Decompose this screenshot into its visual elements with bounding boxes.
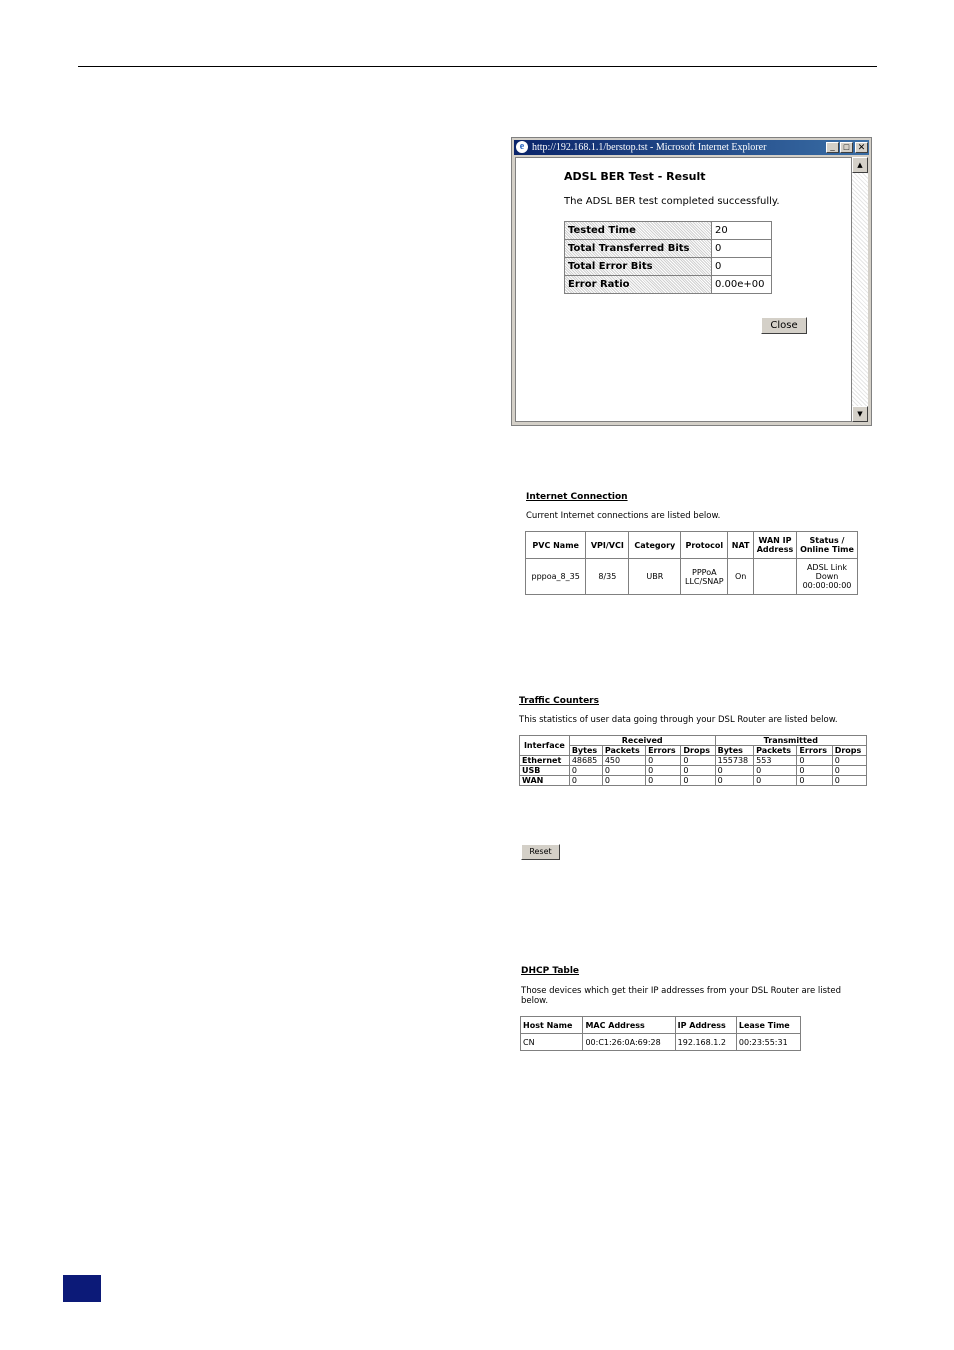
- row-header: USB: [520, 766, 569, 775]
- column-header: Packets: [754, 746, 796, 755]
- table-cell: 0: [833, 766, 866, 775]
- table-cell: 00:C1:26:0A:69:28: [583, 1034, 674, 1050]
- table-cell: 0: [646, 766, 680, 775]
- column-header: Errors: [646, 746, 680, 755]
- ber-message: The ADSL BER test completed successfully.: [564, 196, 780, 207]
- column-header: MAC Address: [583, 1017, 674, 1033]
- table-cell: [754, 559, 796, 594]
- table-cell: 8/35: [586, 559, 628, 594]
- table-cell: 0: [797, 766, 831, 775]
- column-header: NAT: [728, 532, 753, 558]
- row-value: 0.00e+00: [712, 276, 771, 293]
- row-label: Tested Time: [565, 222, 711, 239]
- table-row: [565, 276, 771, 293]
- table-row: [526, 559, 857, 594]
- scroll-up-icon[interactable]: ▲: [852, 157, 868, 173]
- vertical-scrollbar[interactable]: [852, 157, 868, 422]
- page-number-tab: [63, 1275, 101, 1302]
- column-header: Bytes: [716, 746, 754, 755]
- dhcp-description-line2: below.: [521, 996, 549, 1006]
- row-header: WAN: [520, 776, 569, 785]
- window-content: [515, 157, 852, 422]
- table-cell: 0: [570, 776, 602, 785]
- table-cell: 0: [603, 766, 645, 775]
- table-cell: 0: [797, 776, 831, 785]
- reset-button[interactable]: Reset: [521, 844, 560, 860]
- close-button[interactable]: Close: [761, 317, 807, 334]
- maximize-icon[interactable]: □: [840, 142, 853, 153]
- column-header: PVC Name: [526, 532, 585, 558]
- column-header: Packets: [603, 746, 645, 755]
- table-cell: 553: [754, 756, 796, 765]
- column-header: Protocol: [681, 532, 727, 558]
- dhcp-table-title: DHCP Table: [521, 966, 580, 976]
- scroll-down-icon[interactable]: ▼: [852, 406, 868, 422]
- internet-connection-table: [525, 531, 858, 595]
- ber-result-window: [511, 137, 872, 426]
- column-header: IP Address: [676, 1017, 736, 1033]
- table-cell: 0: [833, 776, 866, 785]
- table-cell: 155738: [716, 756, 754, 765]
- table-row: [520, 776, 866, 785]
- table-cell: UBR: [629, 559, 680, 594]
- table-row: [521, 1034, 800, 1050]
- interface-header: Interface: [520, 736, 569, 755]
- table-cell: CN: [521, 1034, 582, 1050]
- table-cell: 0: [570, 766, 602, 775]
- column-header: Host Name: [521, 1017, 582, 1033]
- table-cell: 0: [681, 756, 714, 765]
- table-cell: On: [728, 559, 753, 594]
- table-cell: 0: [646, 756, 680, 765]
- top-rule: [78, 66, 877, 67]
- transmitted-header: Transmitted: [716, 736, 866, 745]
- table-cell: 192.168.1.2: [676, 1034, 736, 1050]
- row-value: 0: [712, 258, 771, 275]
- table-row: [565, 240, 771, 257]
- table-cell: 450: [603, 756, 645, 765]
- table-row: [520, 766, 866, 775]
- table-cell: 0: [646, 776, 680, 785]
- table-cell: 0: [797, 756, 831, 765]
- column-header: Bytes: [570, 746, 602, 755]
- window-title: http://192.168.1.1/berstop.tst - Microsoft Internet Explorer: [532, 142, 767, 153]
- ber-result-table: [564, 221, 772, 294]
- table-cell: 48685: [570, 756, 602, 765]
- close-window-icon[interactable]: ✕: [855, 142, 868, 153]
- traffic-counters-table: [519, 735, 867, 786]
- internet-connection-description: Current Internet connections are listed below.: [526, 511, 721, 521]
- table-cell: pppoa_8_35: [526, 559, 585, 594]
- column-header: VPI/VCI: [586, 532, 628, 558]
- column-header: Category: [629, 532, 680, 558]
- ber-heading: ADSL BER Test - Result: [564, 170, 706, 183]
- table-row: [565, 222, 771, 239]
- column-header: Lease Time: [737, 1017, 800, 1033]
- ie-logo-icon: e: [516, 141, 528, 153]
- row-label: Total Error Bits: [565, 258, 711, 275]
- table-cell: PPPoA LLC/SNAP: [681, 559, 727, 594]
- column-header: Drops: [833, 746, 866, 755]
- received-header: Received: [570, 736, 715, 745]
- table-header-row: [526, 532, 857, 558]
- table-cell: 0: [833, 756, 866, 765]
- column-header: WAN IP Address: [754, 532, 796, 558]
- row-label: Error Ratio: [565, 276, 711, 293]
- column-header: Status / Online Time: [797, 532, 857, 558]
- row-label: Total Transferred Bits: [565, 240, 711, 257]
- table-cell: 0: [716, 766, 754, 775]
- minimize-icon[interactable]: _: [826, 142, 839, 153]
- column-header: Errors: [797, 746, 831, 755]
- table-cell: 0: [681, 776, 714, 785]
- table-cell: 0: [716, 776, 754, 785]
- row-header: Ethernet: [520, 756, 569, 765]
- table-cell: 0: [603, 776, 645, 785]
- table-cell: 0: [754, 766, 796, 775]
- table-cell: 0: [754, 776, 796, 785]
- dhcp-description-line1: Those devices which get their IP addresses from your DSL Router are listed: [521, 986, 842, 996]
- internet-connection-title: Internet Connection: [526, 492, 628, 502]
- window-titlebar[interactable]: [514, 140, 869, 155]
- table-row: [565, 258, 771, 275]
- table-header-row: [520, 736, 866, 745]
- table-header-row: [521, 1017, 800, 1033]
- dhcp-table: [520, 1016, 801, 1051]
- table-cell: 00:23:55:31: [737, 1034, 800, 1050]
- row-value: 0: [712, 240, 771, 257]
- column-header: Drops: [681, 746, 714, 755]
- table-cell: ADSL Link Down 00:00:00:00: [797, 559, 857, 594]
- traffic-counters-description: This statistics of user data going through your DSL Router are listed below.: [519, 715, 838, 725]
- table-cell: 0: [681, 766, 714, 775]
- row-value: 20: [712, 222, 771, 239]
- traffic-counters-title: Traffic Counters: [519, 696, 599, 706]
- table-subheader-row: [520, 746, 866, 755]
- table-row: [520, 756, 866, 765]
